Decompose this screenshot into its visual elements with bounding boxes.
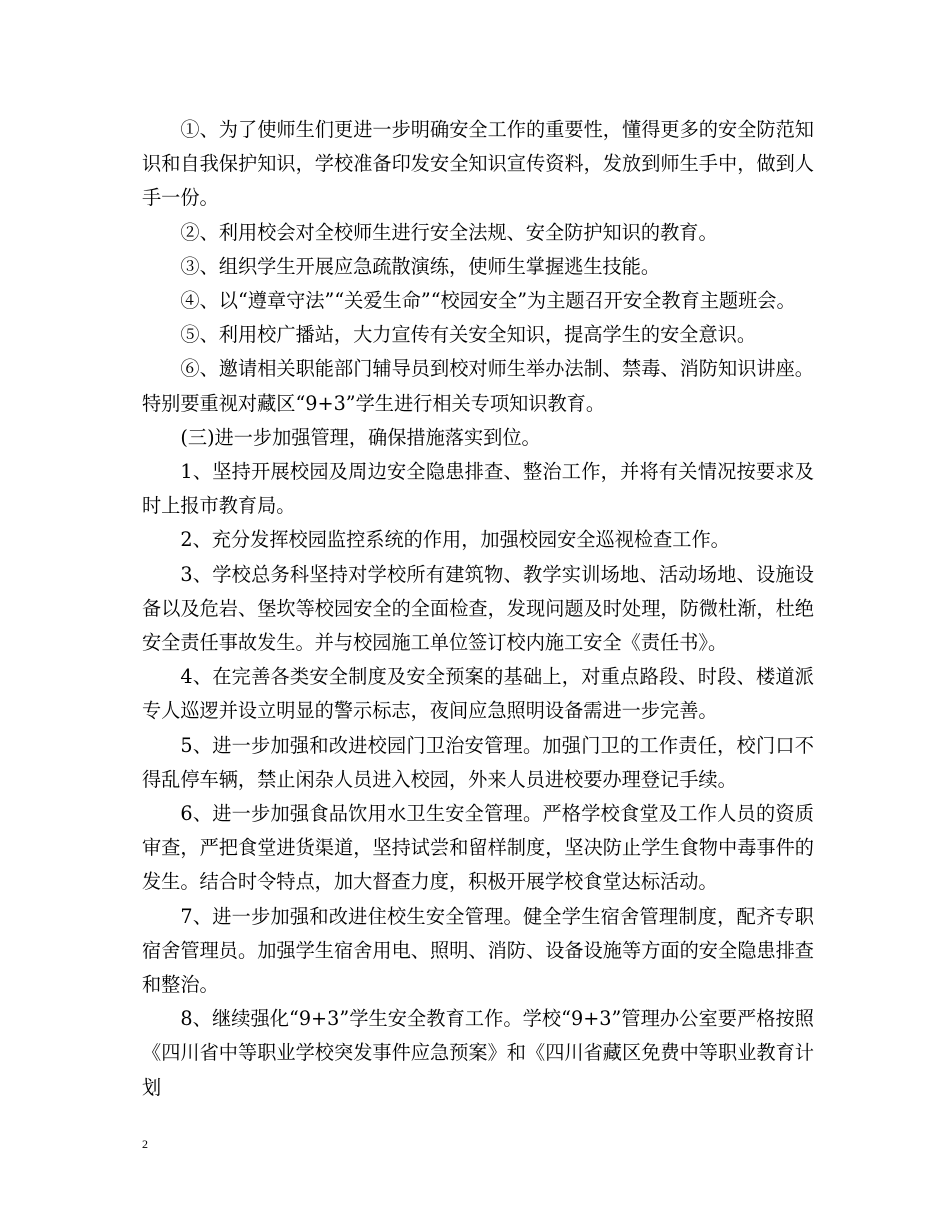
paragraph-measure-7: 7、进一步加强和改进住校生安全管理。健全学生宿舍管理制度，配齐专职宿舍管理员。加强学生宿舍用电、照明、消防、设备设施等方面的安全隐患排查和整治。	[142, 904, 814, 997]
paragraph-item-5: ⑤、利用校广播站，大力宣传有关安全知识，提高学生的安全意识。	[180, 323, 757, 347]
paragraph-item-4: ④、以“遵章守法”“关爱生命”“校园安全”为主题召开安全教育主题班会。	[180, 289, 796, 313]
paragraph-measure-8: 8、继续强化“9+3”学生安全教育工作。学校“9+3”管理办公室要严格按照《四川省中等职业学校突发事件应急预案》和《四川省藏区免费中等职业教育计划	[142, 1007, 814, 1099]
paragraph-measure-2: 2、充分发挥校园监控系统的作用，加强校园安全巡视检查工作。	[180, 528, 730, 552]
paragraph-item-2: ②、利用校会对全校师生进行安全法规、安全防护知识的教育。	[180, 220, 718, 244]
paragraph-item-1: ①、为了使师生们更进一步明确安全工作的重要性，懂得更多的安全防范知识和自我保护知识，学校准备印发安全知识宣传资料，发放到师生手中，做到人手一份。	[142, 118, 814, 210]
paragraph-item-6: ⑥、邀请相关职能部门辅导员到校对师生举办法制、禁毒、消防知识讲座。特别要重视对藏区“9+3”学生进行相关专项知识教育。	[142, 357, 814, 415]
document-body	[142, 113, 814, 1105]
paragraph-measure-6: 6、进一步加强食品饮用水卫生安全管理。严格学校食堂及工作人员的资质审查，严把食堂进货渠道，坚持试尝和留样制度，坚决防止学生食物中毒事件的发生。结合时令特点，加大督查力度，积极开展学校食堂达标活动。	[142, 802, 814, 894]
paragraph-measure-5: 5、进一步加强和改进校园门卫治安管理。加强门卫的工作责任，校门口不得乱停车辆，禁止闲杂人员进入校园，外来人员进校要办理登记手续。	[142, 733, 814, 791]
paragraph-item-3: ③、组织学生开展应急疏散演练，使师生掌握逃生技能。	[180, 254, 661, 278]
paragraph-measure-4: 4、在完善各类安全制度及安全预案的基础上，对重点路段、时段、楼道派专人巡逻并设立明显的警示标志，夜间应急照明设备需进一步完善。	[142, 665, 814, 723]
paragraph-measure-3: 3、学校总务科坚持对学校所有建筑物、教学实训场地、活动场地、设施设备以及危岩、堡坎等校园安全的全面检查，发现问题及时处理，防微杜渐，杜绝安全责任事故发生。并与校园施工单位签订校内施工安全《责任书》。	[142, 562, 814, 655]
page-number: 2	[142, 1137, 148, 1151]
paragraph-measure-1: 1、坚持开展校园及周边安全隐患排查、整治工作，并将有关情况按要求及时上报市教育局。	[142, 460, 814, 518]
section-heading: (三)进一步加强管理，确保措施落实到位。	[180, 425, 541, 449]
